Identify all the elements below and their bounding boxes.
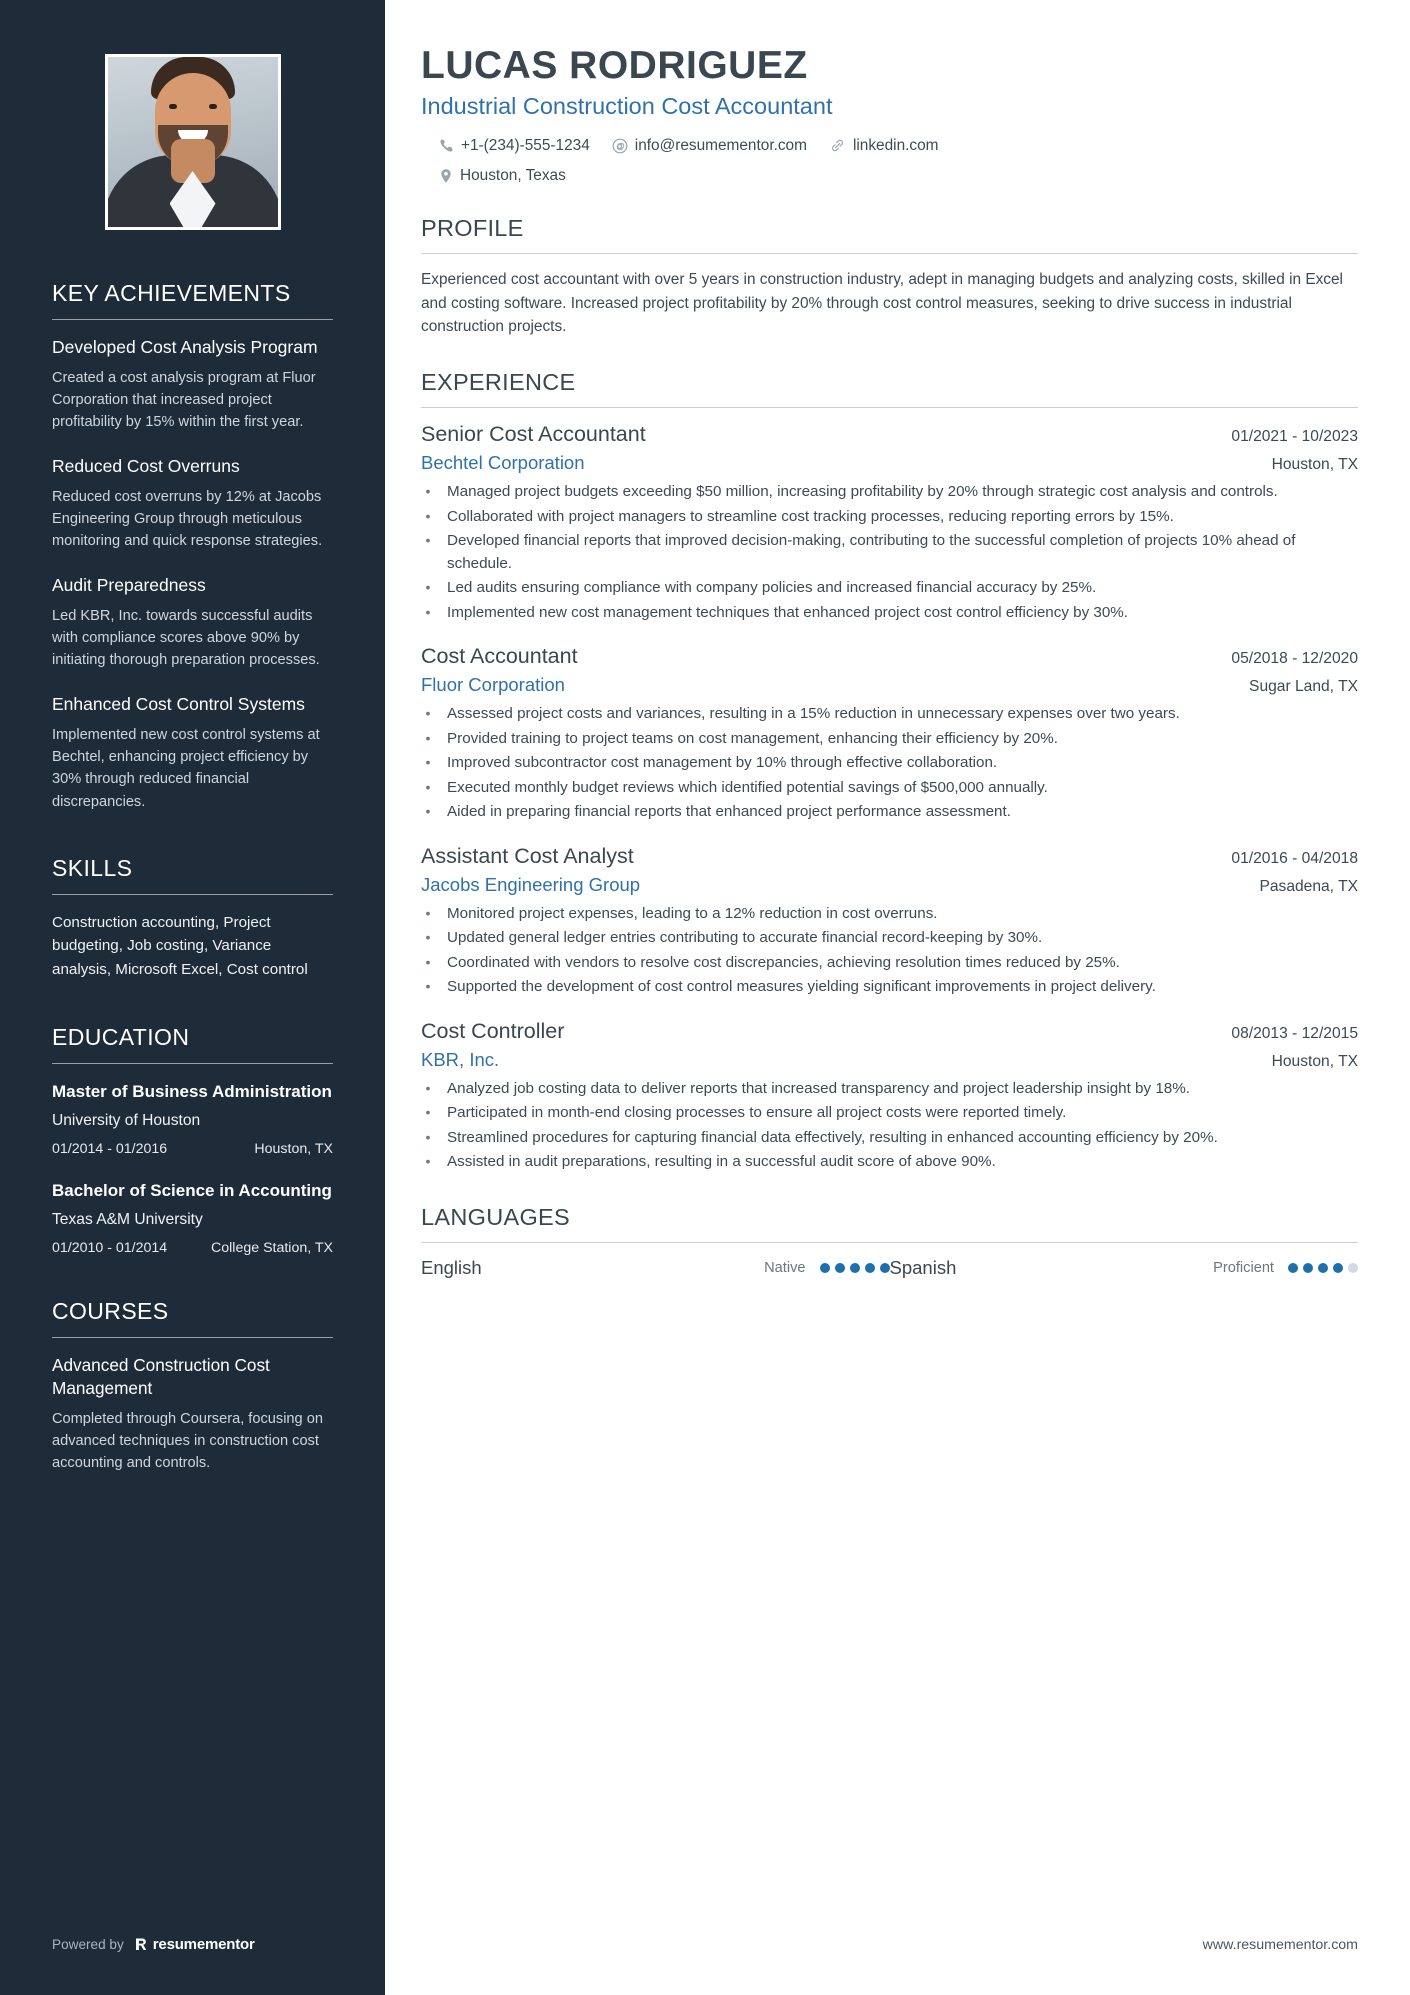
- contact-phone: [439, 137, 590, 155]
- language-level: Proficient: [1213, 1259, 1274, 1276]
- section-skills: [52, 855, 333, 982]
- job-bullets: [421, 703, 1358, 824]
- section-heading-languages: LANGUAGES: [421, 1203, 570, 1230]
- bullet-item: [423, 1102, 1358, 1125]
- achievement-item: [52, 574, 333, 671]
- job-dates: 01/2016 - 04/2018: [1231, 849, 1358, 867]
- brand-name: resumementor: [152, 1936, 255, 1953]
- job-location: Houston, TX: [1271, 456, 1358, 474]
- education-school: University of Houston: [52, 1111, 201, 1129]
- contact-email: [612, 137, 807, 155]
- powered-by-footer: [52, 1936, 255, 1953]
- language-item: [890, 1257, 1359, 1279]
- bullet-dot-icon: •: [425, 803, 431, 820]
- section-heading-skills: SKILLS: [52, 854, 133, 881]
- contact-email-text: info@resumementor.com: [634, 136, 807, 154]
- job-company: KBR, Inc.: [421, 1048, 500, 1070]
- pip-filled: [865, 1263, 875, 1273]
- experience-subheader: [421, 874, 1358, 896]
- bullet-item: [423, 927, 1358, 950]
- bullet-dot-icon: •: [425, 953, 431, 970]
- bullet-text: Streamlined procedures for capturing financial data effectively, resulting in enhanced accounting efficiency by 20%.: [447, 1128, 1218, 1146]
- bullet-item: [423, 703, 1358, 726]
- bullet-dot-icon: •: [425, 483, 431, 500]
- job-dates: 05/2018 - 12/2020: [1231, 650, 1358, 668]
- education-meta: [52, 1240, 333, 1256]
- pip-filled: [835, 1263, 845, 1273]
- pip-filled: [1333, 1263, 1343, 1273]
- header: [421, 44, 1358, 185]
- bullet-item: [423, 777, 1358, 800]
- section-languages: [421, 1204, 1358, 1279]
- section-heading-profile: PROFILE: [421, 214, 524, 241]
- experience-subheader: [421, 674, 1358, 696]
- bullet-dot-icon: •: [425, 507, 431, 524]
- job-bullets: [421, 1078, 1358, 1174]
- bullet-dot-icon: •: [425, 978, 431, 995]
- pip-filled: [820, 1263, 830, 1273]
- job-location: Pasadena, TX: [1259, 877, 1358, 895]
- achievement-item: [52, 693, 333, 812]
- bullet-dot-icon: •: [425, 929, 431, 946]
- bullet-item: [423, 577, 1358, 600]
- achievement-description: Created a cost analysis program at Fluor Corporation that increased project profitability by 15% within the first year.: [52, 369, 316, 430]
- section-key-achievements: [52, 280, 333, 813]
- job-dates: 01/2021 - 10/2023: [1231, 428, 1358, 446]
- education-dates: 01/2010 - 01/2014: [52, 1240, 168, 1257]
- pip-filled: [1288, 1263, 1298, 1273]
- achievement-title: Reduced Cost Overruns: [52, 456, 240, 477]
- bullet-item: [423, 903, 1358, 926]
- candidate-photo: [105, 54, 281, 230]
- education-location: College Station, TX: [211, 1240, 333, 1257]
- bullet-text: Provided training to project teams on cost management, enhancing their efficiency by 20%.: [447, 729, 1058, 747]
- language-name: Spanish: [889, 1256, 957, 1278]
- achievement-title: Developed Cost Analysis Program: [52, 337, 318, 357]
- contact-linkedin-text: linkedin.com: [852, 136, 939, 154]
- course-description: Completed through Coursera, focusing on advanced techniques in construction cost accounting and controls.: [52, 1410, 323, 1471]
- section-heading-courses: COURSES: [52, 1298, 169, 1325]
- experience-subheader: [421, 1049, 1358, 1071]
- location-pin-icon: [439, 168, 453, 184]
- language-level: Native: [764, 1259, 806, 1276]
- achievement-description: Reduced cost overruns by 12% at Jacobs Engineering Group through meticulous monitoring and quick response strategies.: [52, 488, 323, 550]
- achievement-item: [52, 455, 333, 552]
- job-company: Bechtel Corporation: [421, 452, 585, 474]
- phone-icon: [439, 138, 454, 153]
- contact-details: [421, 137, 981, 185]
- education-degree: Master of Business Administration: [52, 1081, 332, 1101]
- job-company: Fluor Corporation: [421, 674, 565, 696]
- bullet-text: Assisted in audit preparations, resulting in a successful audit score of above 90%.: [447, 1153, 996, 1171]
- experience-header: [421, 844, 1358, 869]
- resumementor-logo: [134, 1936, 255, 1953]
- experience-header: [421, 422, 1358, 447]
- bullet-item: [423, 506, 1358, 529]
- job-company: Jacobs Engineering Group: [421, 873, 641, 895]
- bullet-dot-icon: •: [425, 705, 431, 722]
- achievement-title: Audit Preparedness: [52, 575, 206, 596]
- contact-linkedin: [829, 137, 939, 155]
- pip-filled: [1318, 1263, 1328, 1273]
- course-title: Advanced Construction Cost Management: [52, 1355, 270, 1399]
- bullet-text: Managed project budgets exceeding $50 million, increasing profitability by 20% through strategic cost analysis and controls.: [447, 483, 1278, 501]
- contact-location: [439, 167, 566, 185]
- bullet-dot-icon: •: [425, 1104, 431, 1121]
- experience-subheader: [421, 452, 1358, 474]
- bullet-item: [423, 1078, 1358, 1101]
- bullet-item: [423, 728, 1358, 751]
- bullet-text: Analyzed job costing data to deliver reports that increased transparency and project leadership insight by 18%.: [447, 1079, 1190, 1097]
- education-item: [52, 1179, 333, 1256]
- bullet-dot-icon: •: [425, 579, 431, 596]
- section-profile: [421, 215, 1358, 340]
- bullet-dot-icon: •: [425, 904, 431, 921]
- languages-list: [421, 1257, 1358, 1279]
- skills-list: Construction accounting, Project budgeting, Job costing, Variance analysis, Microsoft Excel, Cost control: [52, 913, 308, 979]
- job-dates: 08/2013 - 12/2015: [1231, 1024, 1358, 1042]
- section-courses: [52, 1298, 333, 1474]
- job-location: Houston, TX: [1271, 1052, 1358, 1070]
- job-location: Sugar Land, TX: [1249, 678, 1358, 696]
- language-proficiency-pips: [1288, 1263, 1358, 1273]
- pip-empty: [1348, 1263, 1358, 1273]
- job-bullets: [421, 481, 1358, 624]
- powered-by-label: Powered by: [52, 1937, 124, 1952]
- section-experience: [421, 369, 1358, 1174]
- achievement-item: [52, 336, 333, 433]
- education-item: [52, 1080, 333, 1157]
- section-education: [52, 1024, 333, 1256]
- experience-header: [421, 1019, 1358, 1044]
- email-icon: [612, 138, 628, 154]
- sidebar: [0, 0, 385, 1995]
- bullet-dot-icon: •: [425, 1128, 431, 1145]
- bullet-text: Implemented new cost management techniques that enhanced project cost control efficiency by 30%.: [447, 603, 1129, 621]
- experience-header: [421, 644, 1358, 669]
- bullet-text: Participated in month-end closing processes to ensure all project costs were reported timely.: [447, 1104, 1067, 1122]
- bullet-item: [423, 952, 1358, 975]
- experience-item: [421, 844, 1358, 999]
- pip-filled: [1303, 1263, 1313, 1273]
- bullet-dot-icon: •: [425, 1079, 431, 1096]
- job-title: Senior Cost Accountant: [421, 422, 646, 447]
- bullet-text: Updated general ledger entries contributing to accurate financial record-keeping by 30%.: [447, 929, 1043, 947]
- language-item: [421, 1257, 890, 1279]
- achievement-title: Enhanced Cost Control Systems: [52, 694, 305, 715]
- achievement-description: Implemented new cost control systems at Bechtel, enhancing project efficiency by 30% through reduced financial discrepancies.: [52, 727, 320, 810]
- bullet-text: Supported the development of cost control measures yielding significant improvements in project delivery.: [447, 978, 1156, 996]
- bullet-text: Aided in preparing financial reports that enhanced project performance assessment.: [447, 803, 1011, 821]
- job-bullets: [421, 903, 1358, 999]
- bullet-dot-icon: •: [425, 1153, 431, 1170]
- divider: [52, 319, 333, 320]
- bullet-text: Coordinated with vendors to resolve cost discrepancies, achieving resolution times reduced by 25%.: [447, 953, 1120, 971]
- language-name: English: [421, 1256, 482, 1278]
- experience-item: [421, 1019, 1358, 1174]
- pip-filled: [850, 1263, 860, 1273]
- section-heading-key-achievements: KEY ACHIEVEMENTS: [52, 280, 291, 306]
- job-title: Assistant Cost Analyst: [421, 843, 634, 868]
- job-title: Cost Controller: [421, 1018, 565, 1043]
- divider: [52, 1337, 333, 1338]
- bullet-item: [423, 481, 1358, 504]
- bullet-text: Assessed project costs and variances, resulting in a 15% reduction in unnecessary expenses over two years.: [447, 705, 1180, 723]
- section-heading-experience: EXPERIENCE: [421, 369, 576, 396]
- avatar: [108, 57, 278, 227]
- bullet-text: Developed financial reports that improved decision-making, contributing to the successful completion of projects 10% ahead of schedule.: [447, 532, 1296, 572]
- bullet-text: Monitored project expenses, leading to a 12% reduction in cost overruns.: [447, 904, 938, 922]
- divider: [421, 253, 1358, 254]
- education-meta: [52, 1141, 333, 1157]
- divider: [421, 407, 1358, 408]
- contact-location-text: Houston, Texas: [460, 166, 566, 184]
- bullet-dot-icon: •: [425, 778, 431, 795]
- profile-summary: Experienced cost accountant with over 5 years in construction industry, adept in managing budgets and analyzing costs, skilled in Excel and costing software. Increased project profitability by 20% through cost control measures, seeking to drive success in industrial construction projects.: [421, 270, 1343, 336]
- divider: [421, 1242, 1358, 1243]
- job-title: Cost Accountant: [421, 644, 578, 669]
- language-proficiency-pips: [820, 1263, 890, 1273]
- pip-filled: [880, 1263, 890, 1273]
- bullet-item: [423, 1127, 1358, 1150]
- experience-item: [421, 644, 1358, 824]
- experience-item: [421, 422, 1358, 624]
- education-location: Houston, TX: [254, 1140, 333, 1157]
- education-dates: 01/2014 - 01/2016: [52, 1140, 168, 1157]
- bullet-dot-icon: •: [425, 754, 431, 771]
- divider: [52, 1063, 333, 1064]
- bullet-item: [423, 530, 1358, 575]
- bullet-item: [423, 602, 1358, 625]
- candidate-name: LUCAS RODRIGUEZ: [421, 44, 808, 87]
- divider: [52, 894, 333, 895]
- bullet-dot-icon: •: [425, 532, 431, 549]
- bullet-text: Led audits ensuring compliance with company policies and increased financial accuracy by 25%.: [447, 579, 1097, 597]
- bullet-item: [423, 1151, 1358, 1174]
- bullet-text: Collaborated with project managers to streamline cost tracking processes, reducing reporting errors by 15%.: [447, 507, 1174, 525]
- bullet-text: Executed monthly budget reviews which identified potential savings of $500,000 annually.: [447, 778, 1048, 796]
- achievement-description: Led KBR, Inc. towards successful audits with compliance scores above 90% by initiating thorough preparation processes.: [52, 607, 320, 669]
- education-school: Texas A&M University: [52, 1211, 203, 1229]
- resumementor-mark-icon: [134, 1937, 149, 1952]
- contact-phone-text: +1-(234)-555-1234: [461, 136, 590, 154]
- bullet-text: Improved subcontractor cost management by 10% through effective collaboration.: [447, 754, 998, 772]
- bullet-dot-icon: •: [425, 603, 431, 620]
- main-content: [385, 0, 1410, 1995]
- bullet-item: [423, 752, 1358, 775]
- section-heading-education: EDUCATION: [52, 1023, 190, 1050]
- bullet-item: [423, 801, 1358, 824]
- course-item: [52, 1354, 333, 1474]
- bullet-dot-icon: •: [425, 729, 431, 746]
- footer-website: www.resumementor.com: [1202, 1937, 1358, 1953]
- candidate-role: Industrial Construction Cost Accountant: [421, 92, 833, 119]
- education-degree: Bachelor of Science in Accounting: [52, 1180, 332, 1200]
- bullet-item: [423, 976, 1358, 999]
- link-icon: [829, 137, 846, 154]
